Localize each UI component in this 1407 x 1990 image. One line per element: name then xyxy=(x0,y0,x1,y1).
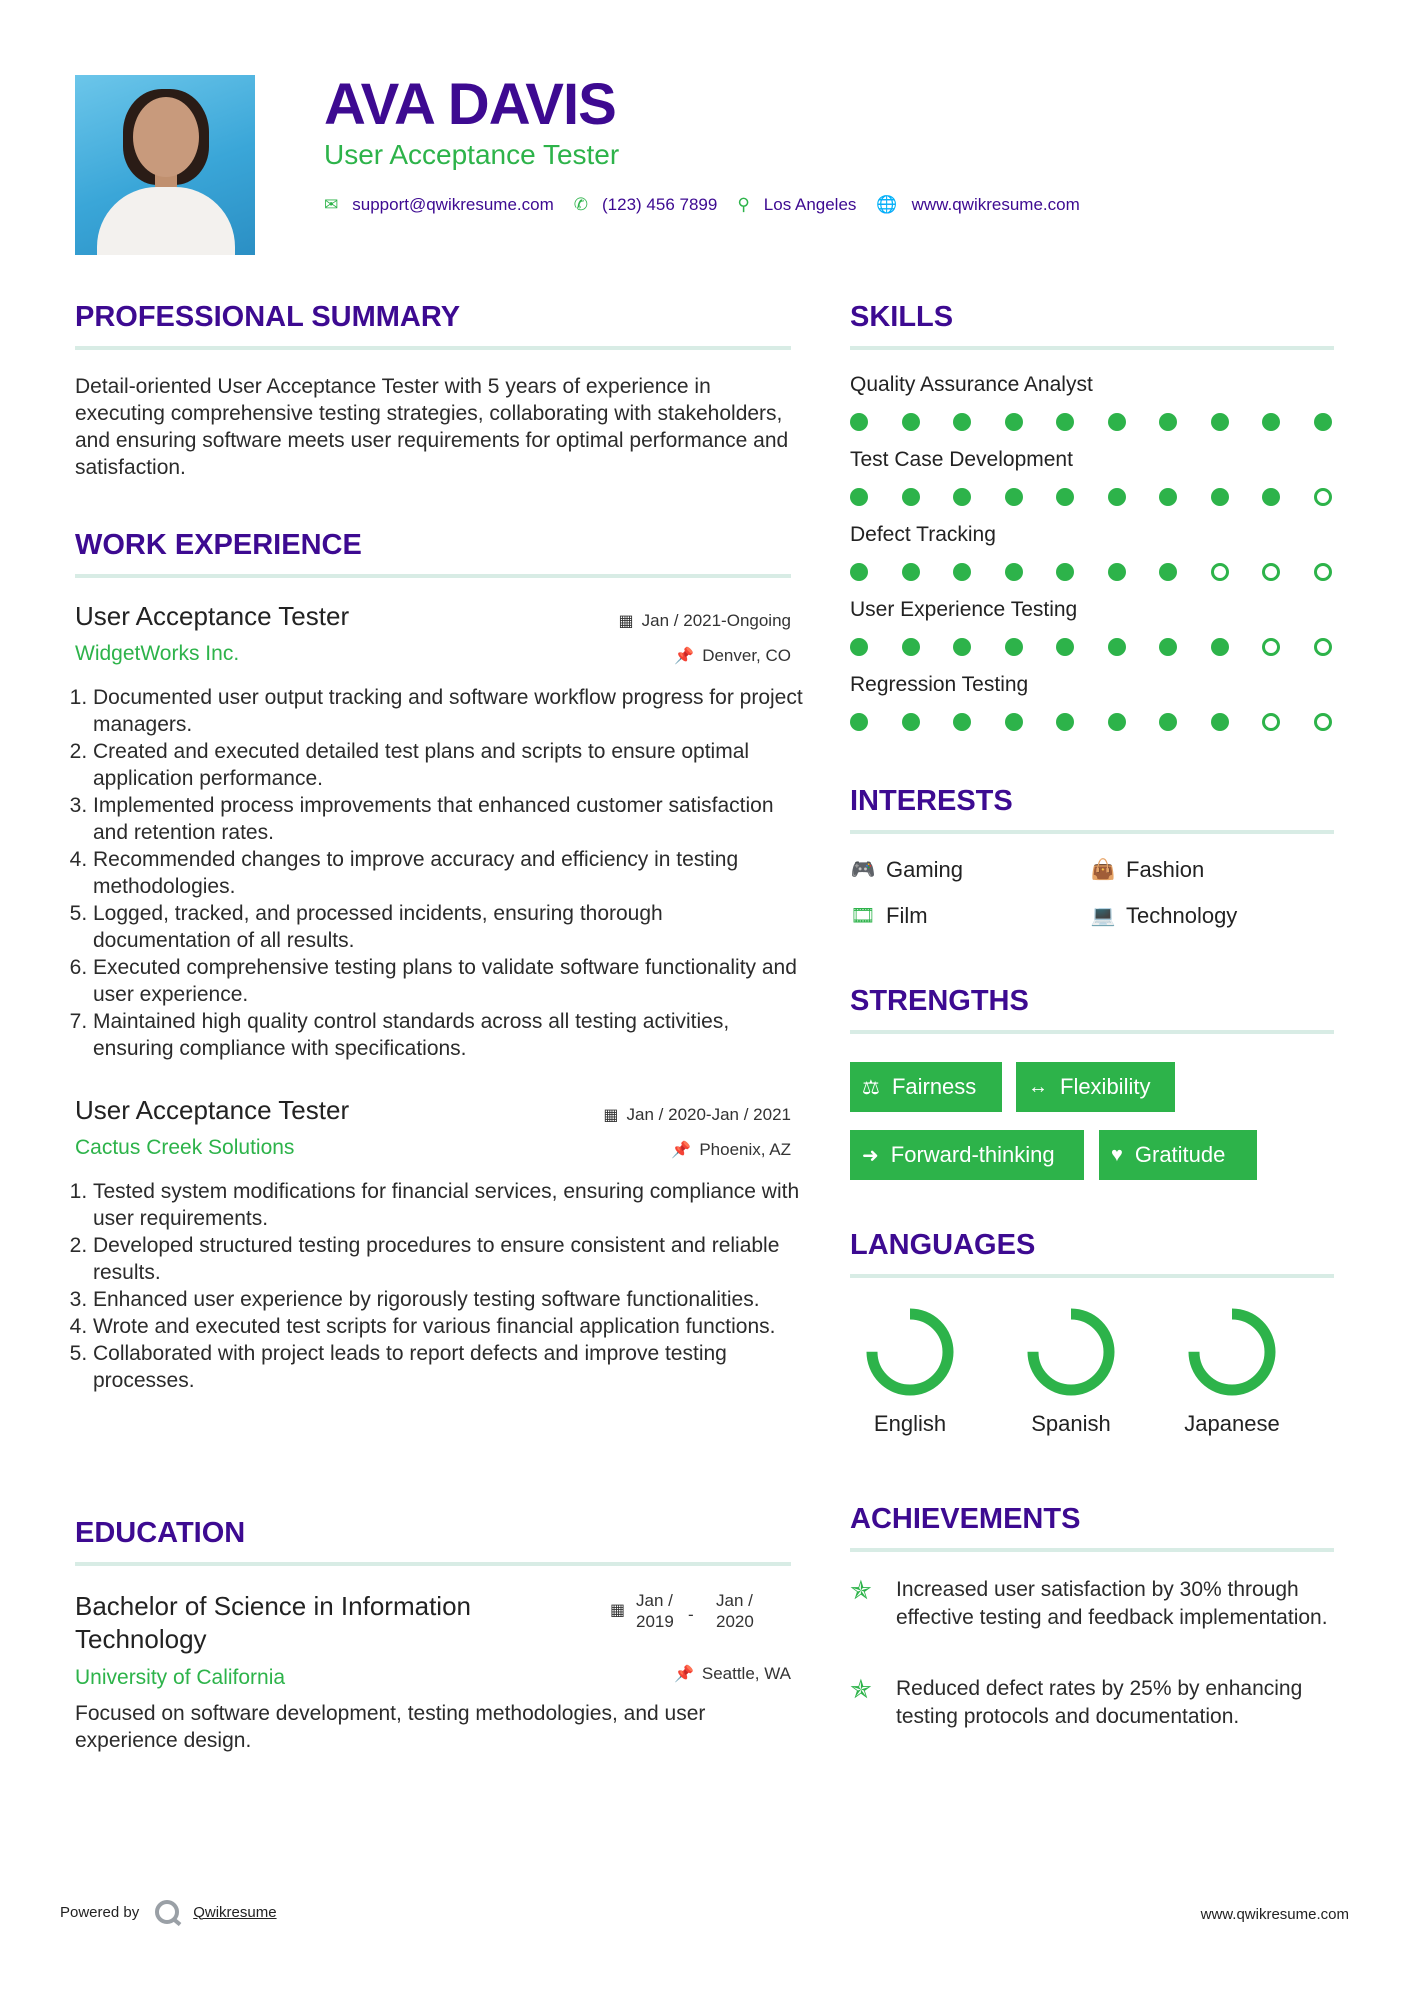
rating-dot-empty xyxy=(1262,638,1280,656)
interest-label: Gaming xyxy=(886,857,964,882)
skill-name: User Experience Testing xyxy=(850,598,1078,621)
language-label: Spanish xyxy=(1031,1411,1111,1436)
star-icon: ✯ xyxy=(850,1575,872,1605)
arrows-horizontal-icon: ↔ xyxy=(1028,1075,1048,1098)
rating-dot-filled xyxy=(1108,413,1126,431)
rating-dot-filled xyxy=(1056,563,1074,581)
film-icon: 🎞 xyxy=(850,905,876,927)
skill-name: Test Case Development xyxy=(850,448,1073,471)
language-item xyxy=(1011,1304,1131,1438)
language-label: English xyxy=(873,1411,947,1436)
contact-email[interactable]: support@qwikresume.com xyxy=(352,195,554,214)
rating-dot-empty xyxy=(1314,638,1332,656)
job-bullet: 5. Collaborated with project leads to report defects and improve testing processes. xyxy=(93,1340,805,1394)
skill-name: Regression Testing xyxy=(850,673,1029,696)
calendar-icon: ▦ xyxy=(618,613,634,630)
brand-link[interactable]: Qwikresume xyxy=(193,1903,277,1921)
rating-dot-filled xyxy=(850,638,868,656)
strength-tag xyxy=(1099,1130,1257,1180)
achievement-text: Increased user satisfaction by 30% through effective testing and feedback implementation. xyxy=(896,1578,1328,1629)
job-dates xyxy=(603,1104,791,1127)
rating-dot-filled xyxy=(1005,638,1023,656)
rating-dot-filled xyxy=(1005,563,1023,581)
language-item xyxy=(1172,1304,1292,1438)
rating-dot-filled xyxy=(1108,563,1126,581)
rating-dot-empty xyxy=(1314,488,1332,506)
edu-end-month: Jan / xyxy=(716,1591,753,1610)
job-company: WidgetWorks Inc. xyxy=(75,642,240,665)
edu-start-month: Jan / xyxy=(636,1591,673,1610)
balance-scale-icon: ⚖ xyxy=(862,1076,880,1099)
contact-location: Los Angeles xyxy=(763,195,857,214)
shopping-bag-icon: 👜 xyxy=(1090,859,1116,881)
profile-photo xyxy=(75,75,255,255)
interest-label: Film xyxy=(886,903,928,928)
rating-dot-filled xyxy=(1108,488,1126,506)
education-heading: EDUCATION xyxy=(75,1517,246,1549)
rating-dot-filled xyxy=(902,488,920,506)
resume-page: AVA DAVIS User Acceptance Tester ✉ support@qwikresume.com ✆ (123) 456 7899 ⚲ Los Angeles 🌐 www.qwikresume.com PROFESSIONAL SUMMARY Detail-oriented User Acceptance Tester with 5 years of experience in executing comprehensive testing strategies, collaborating with stakeholders, and ensuring software meets user requirements for optimal performance and satisfaction. WORK EXPERIENCE User Acceptance Tester ▦ Jan / 2021-Ongoing WidgetWorks Inc. 📌 Denver, CO 1. Documented user output tracking and software workflow progress for project managers. 2. Created and executed detailed test plans and scripts to ensure optimal application performance. 3. Implemented process improvements that enhanced customer satisfaction and retention rates. 4. Recommended changes to improve accuracy and efficiency in testing methodologies. 5. Logged, tracked, and processed incidents, ensuring thorough documentation of all results. 6. Executed comprehensive testing plans to validate software functionality and user experience. 7. Maintained high quality control standards across all testing activities, ensuring compliance with specifications. User Acceptance Tester ▦ Jan / 2020-Jan / 2021 Cactus Creek Solutions 📌 Phoenix, AZ 1. Tested system modifications for financial services, ensuring compliance with user requirements. 2. Developed structured testing procedures to ensure consistent and reliable results. 3. Enhanced user experience by rigorously testing software functionalities. 4. Wrote and executed test scripts for various financial application functions. 5. Collaborated with project leads to report defects and improve testing processes. EDUCATION Bachelor of Science in Information Technology ▦ Jan / 2019 - Jan / 2020 University of California 📌 Seattle, WA Focused on software development, testing methodologies, and user experience design. SKILLS Quality Assurance Analyst Test Case Development Defect Tracking User Experience Testing Regression Testing INTERESTS 🎮 Gaming 👜 Fashion 🎞 Film 💻 Technology STRENGTHS ⚖ Fairness ↔ Flexibility ➜ Forward-thinking ♥ Gratitude LANGUAGES English Spanish Japanese ACHIEVEMENTS ✯ Increased user satisfaction by 30% through effective testing and feedback implementation. ✯ Reduced defect rates by 25% by enhancing testing protocols and documentation. Powered by Qwikresume www.qwikresume.com xyxy=(0,0,1407,1990)
rating-dot-filled xyxy=(1005,413,1023,431)
strength-tag xyxy=(1016,1062,1175,1112)
skill-rating xyxy=(850,637,1327,657)
achievement-item xyxy=(850,1675,1330,1731)
rating-dot-filled xyxy=(1159,563,1177,581)
education-description: Focused on software development, testing methodologies, and user experience design. xyxy=(75,1702,706,1752)
rating-dot-filled xyxy=(1159,488,1177,506)
language-item xyxy=(850,1304,970,1438)
job-bullet: 1. Tested system modifications for financial services, ensuring compliance with user requirements. xyxy=(93,1178,805,1232)
strength-tag xyxy=(850,1130,1084,1180)
rating-dot-filled xyxy=(850,413,868,431)
phone-icon: ✆ xyxy=(573,195,588,214)
rating-dot-filled xyxy=(1005,488,1023,506)
languages-rule xyxy=(850,1274,1334,1278)
skill-name: Quality Assurance Analyst xyxy=(850,373,1093,396)
map-marker-icon: ⚲ xyxy=(737,195,750,214)
contact-website[interactable]: www.qwikresume.com xyxy=(911,195,1080,214)
rating-dot-filled xyxy=(953,488,971,506)
rating-dot-empty xyxy=(1262,563,1280,581)
job-bullet: 6. Executed comprehensive testing plans to validate software functionality and user experience. xyxy=(93,954,805,1008)
rating-dot-filled xyxy=(1159,713,1177,731)
candidate-title: User Acceptance Tester xyxy=(324,139,620,170)
rating-dot-filled xyxy=(850,563,868,581)
job-bullet: 4. Recommended changes to improve accuracy and efficiency in testing methodologies. xyxy=(93,846,805,900)
arrow-right-icon: ➜ xyxy=(862,1144,879,1167)
pin-icon: 📌 xyxy=(671,1142,692,1159)
edu-end-year: 2020 xyxy=(716,1612,754,1631)
edu-start-year: 2019 xyxy=(636,1612,674,1631)
job-location xyxy=(671,1139,791,1162)
job-bullet: 2. Developed structured testing procedures to ensure consistent and reliable results. xyxy=(93,1232,805,1286)
footer-powered-by xyxy=(60,1900,277,1924)
job-dates xyxy=(619,610,791,633)
rating-dot-filled xyxy=(850,488,868,506)
skill-name: Defect Tracking xyxy=(850,523,996,546)
strength-label: Forward-thinking xyxy=(890,1142,1055,1167)
strength-tag xyxy=(850,1062,1002,1112)
rating-dot-filled xyxy=(1056,413,1074,431)
job-bullets xyxy=(75,1178,805,1394)
job-dates-text: Jan / 2020-Jan / 2021 xyxy=(626,1105,791,1124)
rating-dot-filled xyxy=(1056,488,1074,506)
rating-dot-filled xyxy=(1056,713,1074,731)
rating-dot-filled xyxy=(1211,413,1229,431)
rating-dot-filled xyxy=(1005,713,1023,731)
rating-dot-filled xyxy=(902,638,920,656)
interest-label: Technology xyxy=(1126,903,1238,928)
strength-label: Gratitude xyxy=(1134,1142,1226,1167)
languages-heading: LANGUAGES xyxy=(850,1229,1036,1261)
footer-url[interactable]: www.qwikresume.com xyxy=(1200,1906,1349,1923)
rating-dot-filled xyxy=(1159,413,1177,431)
calendar-icon: ▦ xyxy=(610,1602,626,1619)
rating-dot-filled xyxy=(1159,638,1177,656)
contact-bar xyxy=(324,192,1100,218)
language-level-arc xyxy=(872,1314,948,1390)
job-bullet: 3. Implemented process improvements that enhanced customer satisfaction and retention rates. xyxy=(93,792,805,846)
strength-label: Flexibility xyxy=(1060,1074,1151,1099)
experience-heading: WORK EXPERIENCE xyxy=(75,529,362,561)
language-level-arc xyxy=(1194,1314,1270,1390)
summary-heading: PROFESSIONAL SUMMARY xyxy=(75,301,461,333)
skills-rule xyxy=(850,346,1334,350)
rating-dot-filled xyxy=(953,413,971,431)
interest-item xyxy=(848,902,928,930)
rating-dot-filled xyxy=(1262,488,1280,506)
education-rule xyxy=(75,1562,791,1566)
language-label: Japanese xyxy=(1184,1411,1280,1436)
strengths-heading: STRENGTHS xyxy=(850,985,1029,1017)
skill-rating xyxy=(850,412,1327,432)
rating-dot-filled xyxy=(902,413,920,431)
job-bullet: 7. Maintained high quality control standards across all testing activities, ensuring compliance with specifications. xyxy=(93,1008,805,1062)
job-location xyxy=(674,645,791,668)
skill-rating xyxy=(850,712,1327,732)
job-bullet: 3. Enhanced user experience by rigorously testing software functionalities. xyxy=(93,1286,805,1313)
gamepad-icon: 🎮 xyxy=(850,859,876,881)
school-name: University of California xyxy=(75,1666,286,1689)
rating-dot-filled xyxy=(1056,638,1074,656)
job-bullet: 5. Logged, tracked, and processed incidents, ensuring thorough documentation of all results. xyxy=(93,900,805,954)
rating-dot-filled xyxy=(1211,638,1229,656)
rating-dot-filled xyxy=(1211,713,1229,731)
language-gauge xyxy=(1184,1304,1280,1400)
summary-rule xyxy=(75,346,791,350)
rating-dot-filled xyxy=(953,713,971,731)
job-bullet: 2. Created and executed detailed test plans and scripts to ensure optimal application performance. xyxy=(93,738,805,792)
star-icon: ✯ xyxy=(850,1674,872,1704)
rating-dot-filled xyxy=(953,563,971,581)
rating-dot-filled xyxy=(850,713,868,731)
interest-item xyxy=(1088,902,1237,930)
experience-rule xyxy=(75,574,791,578)
calendar-icon: ▦ xyxy=(603,1107,619,1124)
interests-heading: INTERESTS xyxy=(850,785,1013,817)
job-bullets xyxy=(75,684,805,1062)
rating-dot-empty xyxy=(1314,713,1332,731)
strength-label: Fairness xyxy=(891,1074,977,1099)
achievement-item xyxy=(850,1576,1330,1632)
interest-label: Fashion xyxy=(1126,857,1205,882)
contact-phone[interactable]: (123) 456 7899 xyxy=(602,195,718,214)
pin-icon: 📌 xyxy=(673,1666,694,1683)
edu-location-text: Seattle, WA xyxy=(701,1664,791,1683)
laptop-icon: 💻 xyxy=(1090,905,1116,927)
skill-rating xyxy=(850,562,1327,582)
rating-dot-empty xyxy=(1211,563,1229,581)
rating-dot-filled xyxy=(1314,413,1332,431)
rating-dot-filled xyxy=(902,713,920,731)
rating-dot-empty xyxy=(1314,563,1332,581)
interest-item xyxy=(848,856,963,884)
rating-dot-filled xyxy=(902,563,920,581)
job-title: User Acceptance Tester xyxy=(75,1095,350,1125)
degree-title: Bachelor of Science in Information Technology xyxy=(75,1591,471,1654)
summary-text: Detail-oriented User Acceptance Tester with 5 years of experience in executing comprehensive testing strategies, collaborating with stakeholders, and ensuring software meets user requirements for optimal performance and satisfaction. xyxy=(75,375,789,479)
education-location xyxy=(674,1663,791,1686)
language-gauge xyxy=(862,1304,958,1400)
job-bullet: 4. Wrote and executed test scripts for various financial application functions. xyxy=(93,1313,805,1340)
job-company: Cactus Creek Solutions xyxy=(75,1136,295,1159)
interest-item xyxy=(1088,856,1204,884)
rating-dot-filled xyxy=(953,638,971,656)
globe-icon: 🌐 xyxy=(876,195,898,214)
powered-by-label: Powered by xyxy=(60,1903,140,1921)
job-bullet: 1. Documented user output tracking and software workflow progress for project managers. xyxy=(93,684,805,738)
strengths-rule xyxy=(850,1030,1334,1034)
achievements-rule xyxy=(850,1548,1334,1552)
language-level-arc xyxy=(1033,1314,1109,1390)
qwikresume-logo-icon xyxy=(155,1900,179,1924)
rating-dot-filled xyxy=(1211,488,1229,506)
skills-heading: SKILLS xyxy=(850,301,954,333)
job-location-text: Phoenix, AZ xyxy=(699,1140,791,1159)
job-dates-text: Jan / 2021-Ongoing xyxy=(641,611,791,630)
language-gauge xyxy=(1023,1304,1119,1400)
achievements-heading: ACHIEVEMENTS xyxy=(850,1503,1081,1535)
rating-dot-filled xyxy=(1262,413,1280,431)
job-location-text: Denver, CO xyxy=(702,646,791,665)
envelope-icon: ✉ xyxy=(324,195,339,214)
job-title: User Acceptance Tester xyxy=(75,601,350,631)
candidate-name: AVA DAVIS xyxy=(324,72,616,137)
rating-dot-filled xyxy=(1108,638,1126,656)
heart-icon: ♥ xyxy=(1111,1143,1123,1166)
rating-dot-filled xyxy=(1108,713,1126,731)
rating-dot-empty xyxy=(1262,713,1280,731)
skill-rating xyxy=(850,487,1327,507)
interests-rule xyxy=(850,830,1334,834)
achievement-text: Reduced defect rates by 25% by enhancing testing protocols and documentation. xyxy=(896,1677,1303,1728)
pin-icon: 📌 xyxy=(674,648,695,665)
